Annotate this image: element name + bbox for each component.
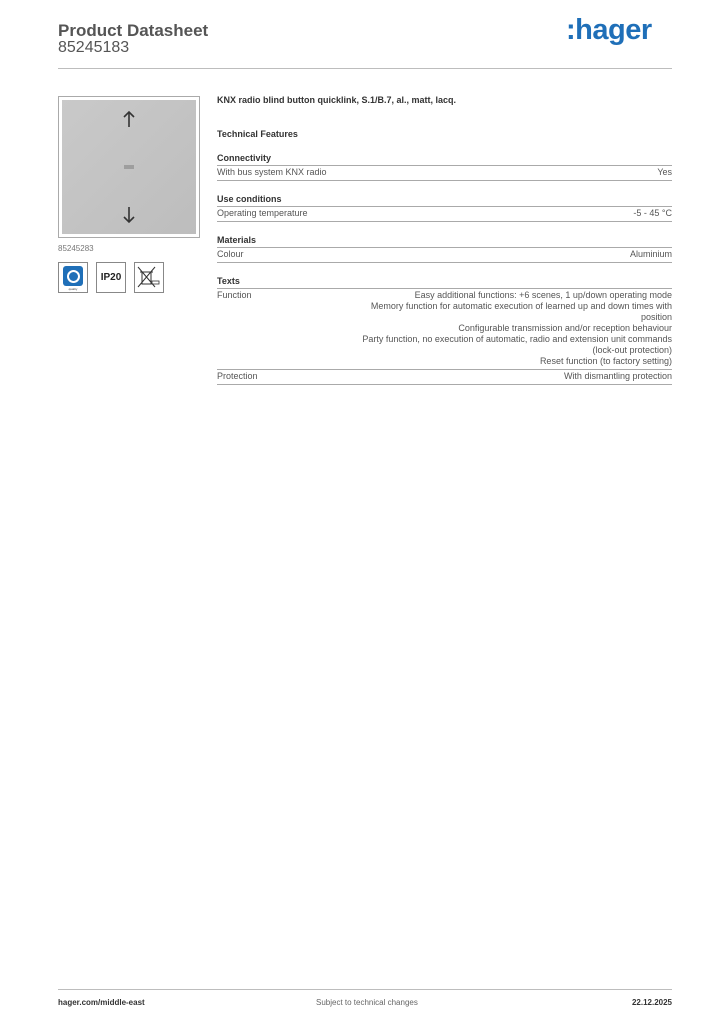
- footer-divider: [58, 989, 672, 990]
- weee-bin-icon: [134, 262, 164, 293]
- spec-row-colour: [217, 248, 672, 263]
- page-title: Product Datasheet: [58, 21, 209, 40]
- hager-logo: :hager: [566, 14, 652, 46]
- function-lines: [362, 290, 672, 367]
- ip-rating-badge: [96, 262, 126, 293]
- quality-mark-icon: [63, 266, 83, 286]
- spec-label: Colour: [217, 249, 244, 259]
- arrow-up-icon: [122, 110, 136, 128]
- spec-row-bus-system: [217, 166, 672, 181]
- footer-date: 22.12.2025: [631, 998, 672, 1007]
- function-line: Memory function for automatic execution of learned up and down times with: [370, 301, 672, 311]
- product-description: KNX radio blind button quicklink, S.1/B.7, al., matt, lacq.: [217, 95, 457, 105]
- function-line: Easy additional functions: +6 scenes, 1 up/down operating mode: [414, 290, 672, 300]
- arrow-down-icon: [122, 206, 136, 224]
- technical-features-heading: Technical Features: [217, 129, 298, 139]
- spec-value: -5 - 45 °C: [633, 208, 672, 218]
- spec-row-function: [217, 289, 672, 370]
- footer-notice: Subject to technical changes: [316, 998, 418, 1007]
- group-title-materials: Materials: [217, 235, 672, 248]
- led-indicator-icon: [124, 165, 134, 169]
- function-line: (lock-out protection): [592, 345, 672, 355]
- quality-label: quality: [68, 287, 78, 291]
- product-image: [58, 96, 200, 238]
- spec-content: [217, 95, 672, 385]
- image-caption: 85245283: [58, 244, 94, 253]
- spec-row-operating-temperature: [217, 207, 672, 222]
- quality-cert-icon: [58, 262, 88, 293]
- spec-label: Function: [217, 290, 252, 300]
- spec-label: Operating temperature: [217, 208, 308, 218]
- function-line: Configurable transmission and/or reception behaviour: [458, 323, 672, 333]
- spec-value: With dismantling protection: [563, 371, 672, 381]
- group-title-use-conditions: Use conditions: [217, 194, 672, 207]
- product-number: 85245183: [58, 39, 130, 56]
- group-title-texts: Texts: [217, 276, 672, 289]
- spec-value: Aluminium: [629, 249, 672, 259]
- ip-rating-text: IP20: [100, 272, 122, 283]
- footer-website-link[interactable]: hager.com/middle-east: [58, 998, 145, 1007]
- header-divider: [58, 68, 672, 69]
- spec-row-protection: [217, 370, 672, 385]
- spec-value: Yes: [657, 167, 672, 177]
- crossed-bin-icon: [135, 263, 163, 292]
- spec-label: Protection: [217, 371, 258, 381]
- function-line: position: [640, 312, 672, 322]
- function-line: Reset function (to factory setting): [539, 356, 672, 366]
- group-title-connectivity: Connectivity: [217, 153, 672, 166]
- function-line: Party function, no execution of automatic, radio and extension unit commands: [362, 334, 672, 344]
- spec-label: With bus system KNX radio: [217, 167, 327, 177]
- button-plate: [62, 100, 196, 234]
